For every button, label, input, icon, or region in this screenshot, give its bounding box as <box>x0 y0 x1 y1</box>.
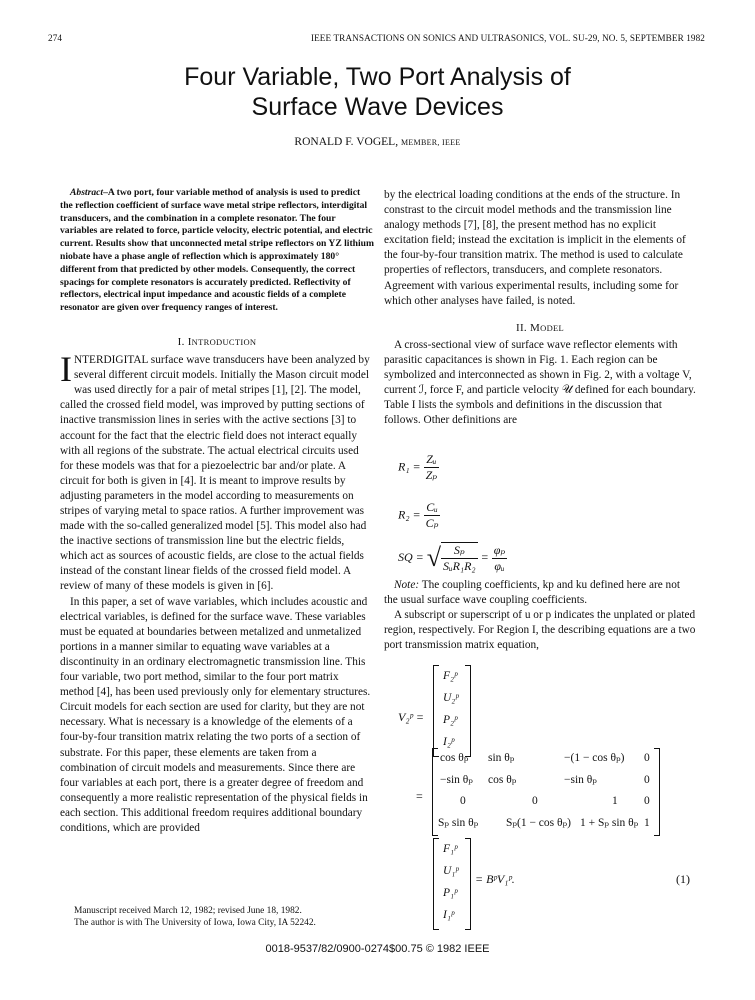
journal-info: IEEE TRANSACTIONS ON SONICS AND ULTRASONICS, VOL. SU-29, NO. 5, SEPTEMBER 1982 <box>310 33 705 43</box>
v1-rhs: = BᵖV₁ᵖ. <box>475 872 515 886</box>
section-heading-introduction: I. INTRODUCTION <box>177 335 257 348</box>
title-line-1: Four Variable, Two Port Analysis of <box>184 63 571 91</box>
footnote-affiliation: The author is with The University of Iowa, Iowa City, IA 52242. <box>74 918 316 928</box>
note-paragraph: Note: The coupling coefficients, kp and ku defined here are not the usual surface wave coupling coefficients. <box>384 579 680 607</box>
intro-paragraph-1: INTERDIGITAL surface wave transducers have been analyzed by several different circuit models. Initially the Mason circuit model was used directly for a pair of metal stripes [1], [2]. The model, called the crossed field model, was improved by putting sections of inactive transmission lines in series with the active sections [3] to account for the fact that the electric field does not interact equally with all regions of the substrate. The actual electrical circuits used for these models was that for a piezoelectric bar and/or plate. A circuit for both is given in [4]. It is meant to improve results by adjusting parameters in the model according to measurements on stripes of varying metal to space ratios. A further improvement was made with the so-called generalized model [5]. This model also had the inactive sections of transmission line but the electric fields, which act as sources of acoustic fields, are close to the actual fields instead of the constant linear fields of the crossed field model. A review of many of these models is given in [6]. <box>60 349 370 593</box>
model-paragraph-2: A subscript or superscript of u or p indicates the unplated or plated region, respectively. For Region I, the describing equations are a two port transmission matrix equation, <box>384 609 696 652</box>
matrix-row-4: Sₚ sin θₚ Sₚ(1 − cos θₚ) 1 + Sₚ sin θₚ 1 <box>438 816 650 829</box>
intro-lead-word: NTERDIGITAL <box>74 354 148 367</box>
footnote <box>74 905 316 929</box>
model-paragraph-1: A cross-sectional view of surface wave reflector elements with parasitic capacitances is shown in Fig. 1. Each region can be symbolized and interconnected as shown in Fig. 2, with a voltage V, current ℐ, force F, and particle velocity 𝒰 defined for each boundary. Table I lists the symbols and definitions in the discussion that follows. Other definitions are <box>384 338 696 427</box>
v2-vector: F₂ᵖ U₂ᵖ P₂ᵖ I₂ᵖ <box>437 665 467 753</box>
matrix-row-1: cos θₚ sin θₚ −(1 − cos θₚ) 0 <box>440 752 650 764</box>
abstract <box>60 187 374 315</box>
transition-matrix <box>432 748 660 836</box>
v1-vector: F₁ᵖ U₁ᵖ P₁ᵖ I₁ᵖ <box>437 838 467 926</box>
matrix-equals: = <box>416 789 423 803</box>
drop-cap: I <box>60 349 72 390</box>
paper-title <box>0 62 755 122</box>
title-line-2: Surface Wave Devices <box>251 93 504 121</box>
author-name: RONALD F. VOGEL, <box>294 136 399 148</box>
equation-sq: SQ = √ $\frac{\text{Sₚ}}{\text{SᵤR₁R₂}}$ = $\frac{\text{φₚ}}{\text{φᵤ}}$ <box>398 542 506 573</box>
model-notes <box>384 578 696 653</box>
matrix-row-3: 0 0 1 0 <box>460 795 650 807</box>
equation-r2: R₂ = $\frac{\text{Cᵤ}}{\text{Cₚ}}$ <box>398 500 439 530</box>
right-column <box>384 188 696 428</box>
author-membership: MEMBER, IEEE <box>400 138 461 147</box>
page-number: 274 <box>48 33 63 43</box>
author-line <box>0 136 755 148</box>
section-heading-model: II. MODEL <box>515 321 564 334</box>
abstract-label: Abstract <box>70 187 104 198</box>
matrix-row-2: −sin θₚ cos θₚ −sin θₚ 0 <box>440 773 650 786</box>
footnote-received: Manuscript received March 12, 1982; revised June 18, 1982. <box>74 906 302 916</box>
running-header <box>48 33 707 47</box>
v2-lhs: V₂ᵖ = <box>398 710 424 724</box>
copyright-footer: 0018-9537/82/0900-0274$00.75 © 1982 IEEE <box>265 943 490 955</box>
intro-paragraph-continued: by the electrical loading conditions at the ends of the structure. In constrast to the circuit model methods and the transmission line analogy methods [7], [8], the present method has no explicit excitation field; instead the excitation is implicit in the elements of the four-by-four transition matrix. The method is used to calculate properties of reflectors, transducers, and complete resonators. Agreement with various experimental results, including some for which other analyses have failed, is noted. <box>384 189 686 307</box>
equation-r1: R₁ = $\frac{\text{Zᵤ}}{\text{Zₚ}}$ <box>398 452 438 482</box>
equation-number: (1) <box>676 872 690 886</box>
intro-paragraph-2: In this paper, a set of wave variables, which includes acoustic and electrical variables, is defined for the surface wave. These variables must be equated at boundaries between metalized and unmetalized portions in a manner similar to equating wave variables at a discontinuity in an ordinary electromagnetic transmission line. This four variable, two port method, similar to the four port matrix method [4], has been used previously only for elementary structures. Circuit models for each section are used for clarity, but they are not necessary. What is necessary is a knowledge of the elements of a four-by-four transition matrix relating the two ports of a section of substrate. For this paper, these elements are taken from a combination of circuit models and measurements. Since there are four variables at each port, there is a greater degree of freedom and consequently a more realistic representation of the physical fields in each section. This additional freedom requires additional boundary conditions, which are provided <box>60 595 371 834</box>
abstract-text: –A two port, four variable method of analysis is used to predict the reflection coefficient of surface wave metal stripe reflectors, interdigital transducers, and the combination in a complete resonator. The four variables are related to force, particle velocity, electric potential, and electric current. Results show that unconnected metal stripe reflectors on YZ lithium niobate have a phase angle of reflection which is approximately 180° different from that predicted by other models. Consequently, the correct spacings for complete resonators is accurately predicted. Reflectivity of reflectors, electrical input impedance and acoustic fields of a complete resonator are given over frequency ranges of interest. <box>60 187 374 314</box>
left-column <box>60 187 374 836</box>
